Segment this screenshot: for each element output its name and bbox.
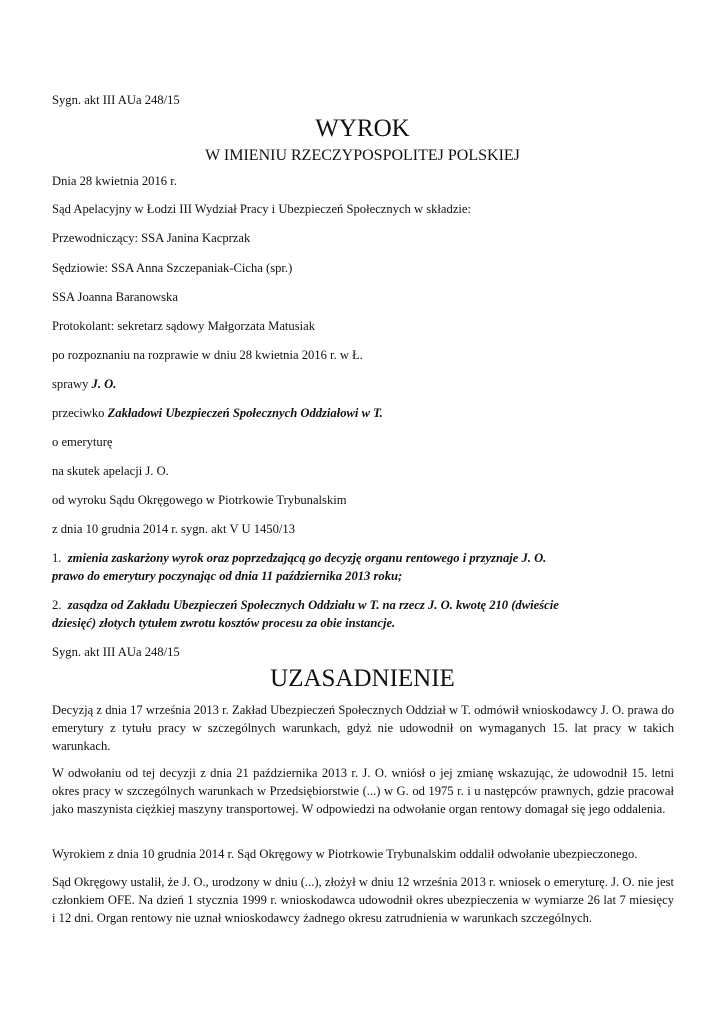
case-prefix: sprawy: [52, 377, 89, 391]
defendant-name: Zakładowi Ubezpieczeń Społecznych Oddziałowi w T.: [107, 406, 383, 420]
against-prefix: przeciwko: [52, 406, 105, 420]
appealed-judgment: od wyroku Sądu Okręgowego w Piotrkowie Trybunalskim: [52, 493, 347, 507]
justification-title: UZASADNIENIE: [270, 665, 455, 692]
appeal-info: na skutek apelacji J. O.: [52, 464, 169, 478]
justification-paragraph-3: Wyrokiem z dnia 10 grudnia 2014 r. Sąd Okręgowy w Piotrkowie Trybunalskim oddalił odwołanie ubezpieczonego.: [52, 847, 638, 861]
ruling-2-text: zasądza od Zakładu Ubezpieczeń Społecznych Oddziału w T. na rzecz J. O. kwotę 210 (dwieście: [67, 598, 559, 612]
party-name: J. O.: [91, 377, 117, 391]
justification-paragraph-1: Decyzją z dnia 17 września 2013 r. Zakład Ubezpieczeń Społecznych Oddział w T. odmówił wnioskodawcy J. O. prawa do emerytury z tytułu pracy w szczególnych warunkach, gdyż nie udowodnił on wymaganych 15. lat pracy w takich warunkach.: [52, 703, 674, 753]
ruling-1-number: 1.: [52, 551, 62, 565]
judgment-title: WYROK: [315, 115, 410, 142]
judgment-subtitle: W IMIENIU RZECZYPOSPOLITEJ POLSKIEJ: [205, 147, 520, 164]
judges: Sędziowie: SSA Anna Szczepaniak-Cicha (spr.): [52, 261, 293, 275]
case-number: Sygn. akt III AUa 248/15: [52, 93, 180, 107]
court-composition: Sąd Apelacyjny w Łodzi III Wydział Pracy i Ubezpieczeń Społecznych w składzie:: [52, 202, 471, 216]
judgment-reference: z dnia 10 grudnia 2014 r. sygn. akt V U 1450/13: [52, 522, 295, 536]
case-party-line: [52, 375, 116, 393]
judgment-date: Dnia 28 kwietnia 2016 r.: [52, 174, 177, 188]
defendant-line: [52, 404, 383, 422]
presiding-judge: Przewodniczący: SSA Janina Kacprzak: [52, 231, 251, 245]
case-subject: o emeryturę: [52, 435, 113, 449]
ruling-2-line1: [52, 596, 559, 614]
ruling-1-text: zmienia zaskarżony wyrok oraz poprzedzającą go decyzję organu rentowego i przyznaje J. O.: [67, 551, 547, 565]
ruling-2-number: 2.: [52, 598, 62, 612]
hearing-info: po rozpoznaniu na rozprawie w dniu 28 kwietnia 2016 r. w Ł.: [52, 348, 363, 362]
ruling-1-line2: prawo do emerytury poczynając od dnia 11 października 2013 roku;: [52, 569, 403, 583]
court-recorder: Protokolant: sekretarz sądowy Małgorzata Matusiak: [52, 319, 315, 333]
ruling-1-line1: [52, 549, 546, 567]
justification-case-number: Sygn. akt III AUa 248/15: [52, 645, 180, 659]
justification-paragraph-4: Sąd Okręgowy ustalił, że J. O., urodzony w dniu (...), złożył w dniu 12 września 2013 r. wniosek o emeryturę. J. O. nie jest członkiem OFE. Na dzień 1 stycznia 1999 r. wnioskodawca udowodnił okres ubezpieczenia w wymiarze 26 lat 7 miesięcy i 12 dni. Organ rentowy nie uznał wnioskodawcy żadnego okresu zatrudnienia w warunkach szczególnych.: [52, 875, 674, 925]
justification-paragraph-2: W odwołaniu od tej decyzji z dnia 21 października 2013 r. J. O. wniósł o jej zmianę wskazując, że udowodnił 15. letni okres pracy w szczególnych warunkach w Przedsiębiorstwie (...) w G. od 1975 r. i u następców prawnych, gdzie pracował jako maszynista ciężkiej maszyny transportowej. W odpowiedzi na odwołanie organ rentowy domagał się jego oddalenia.: [52, 766, 674, 816]
judge-second: SSA Joanna Baranowska: [52, 290, 178, 304]
ruling-2-line2: dziesięć) złotych tytułem zwrotu kosztów procesu za obie instancje.: [52, 616, 396, 630]
